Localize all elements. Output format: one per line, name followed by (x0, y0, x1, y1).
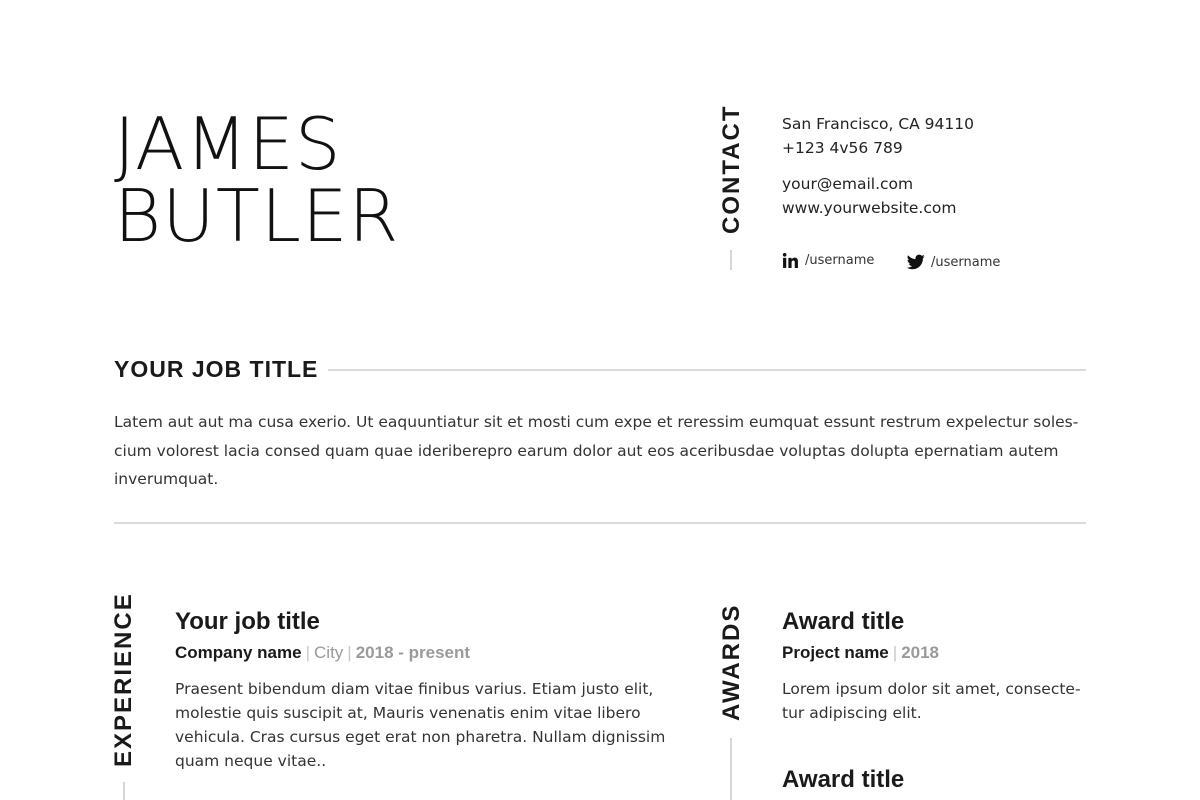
experience-section-label: EXPERIENCE (110, 592, 137, 767)
section-divider (114, 522, 1086, 524)
meta-separator: | (892, 643, 898, 662)
contact-phone: +123 4v56 789 (782, 139, 903, 157)
meta-separator: | (305, 643, 311, 662)
award-meta (782, 643, 939, 663)
experience-description: Praesent bibendum diam vitae finibus varius. Etiam justo elit, molestie quis suscipit at, Mauris venenatis enim vitae libero vehicula. Cras cursus eget erat non pharetra. Nullam dignissim quam neque vitae.. (175, 680, 666, 770)
linkedin-link[interactable] (782, 252, 874, 269)
experience-city: City (314, 643, 344, 662)
linkedin-username: /username (805, 253, 875, 268)
award-project: Project name (782, 643, 889, 662)
summary-paragraph: Latem aut aut ma cusa exerio. Ut eaquuntiatur sit et mosti cum expe et reressim eumquat essunt restrum expelectur soles-cium volorest lacia consed quam quae ideriberepro earum dolor aut eos aceribusdae voluptas dolupta epernatiam autem inverumquat. (114, 413, 1079, 488)
job-title-rule (328, 369, 1086, 371)
contact-address: San Francisco, CA 94110 (782, 115, 974, 133)
award-title: Award title (782, 766, 905, 793)
linkedin-icon (782, 252, 799, 269)
experience-company: Company name (175, 643, 302, 662)
contact-website[interactable]: www.yourwebsite.com (782, 199, 957, 217)
award-year: 2018 (901, 643, 940, 662)
twitter-username: /username (931, 254, 1001, 270)
awards-divider (730, 738, 732, 800)
experience-divider (123, 782, 125, 800)
contact-email[interactable]: your@email.com (782, 175, 914, 193)
job-title-heading: YOUR JOB TITLE (114, 356, 319, 382)
awards-section-label: AWARDS (718, 603, 745, 721)
experience-job-title: Your job title (175, 608, 320, 635)
award-title: Award title (782, 608, 905, 635)
twitter-icon (907, 254, 925, 270)
award-description: Lorem ipsum dolor sit amet, consecte-tur adipiscing elit. (782, 680, 1081, 722)
first-name: JAMES (114, 102, 342, 186)
experience-meta (175, 643, 470, 663)
last-name: BUTLER (114, 174, 400, 258)
experience-dates: 2018 - present (355, 643, 471, 662)
contact-section-label: CONTACT (718, 104, 745, 234)
full-name (114, 102, 400, 258)
meta-separator: | (347, 643, 352, 662)
twitter-link[interactable] (907, 254, 1000, 270)
contact-divider (730, 250, 732, 270)
